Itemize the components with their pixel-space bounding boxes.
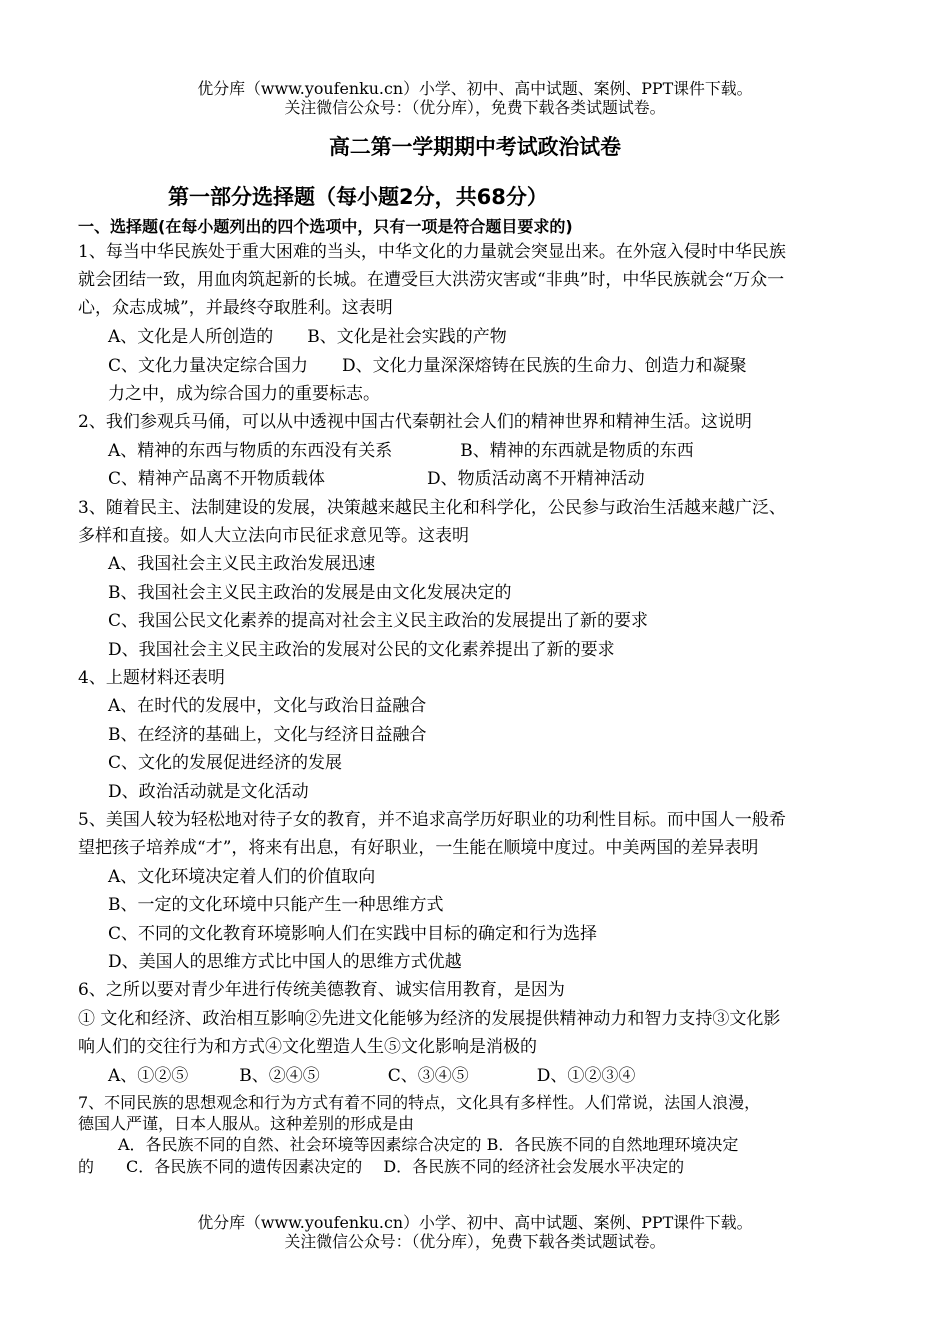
answer-option: 力之中，成为综合国力的重要标志。 bbox=[108, 384, 380, 404]
answer-option: A、在时代的发展中，文化与政治日益融合 bbox=[108, 696, 427, 716]
answer-option: C、文化力量决定综合国力 D、文化力量深深熔铸在民族的生命力、创造力和凝聚 bbox=[108, 356, 747, 376]
answer-option: D、我国社会主义民主政治的发展对公民的文化素养提出了新的要求 bbox=[108, 640, 615, 660]
page-header-line-1: 优分库（www.youfenku.cn）小学、初中、高中试题、案例、PPT课件下载。 bbox=[197, 79, 753, 98]
answer-option: B、在经济的基础上，文化与经济日益融合 bbox=[108, 725, 427, 745]
answer-option: A、文化环境决定着人们的价值取向 bbox=[108, 867, 376, 887]
answer-option: C、精神产品离不开物质载体 D、物质活动离不开精神活动 bbox=[108, 469, 645, 489]
answer-option: A、精神的东西与物质的东西没有关系 B、精神的东西就是物质的东西 bbox=[108, 441, 694, 461]
question-text: 心，众志成城”，并最终夺取胜利。这表明 bbox=[78, 298, 393, 318]
page-header-line-2: 关注微信公众号：（优分库），免费下载各类试题试卷。 bbox=[284, 98, 666, 117]
answer-option: B、一定的文化环境中只能产生一种思维方式 bbox=[108, 895, 444, 915]
page-footer-line-1: 优分库（www.youfenku.cn）小学、初中、高中试题、案例、PPT课件下载。 bbox=[197, 1213, 753, 1232]
question-text: 3、随着民主、法制建设的发展，决策越来越民主化和科学化，公民参与政治生活越来越广泛、 bbox=[78, 498, 786, 518]
answer-option: A、文化是人所创造的 B、文化是社会实践的产物 bbox=[108, 327, 507, 347]
answer-option: A．各民族不同的自然、社会环境等因素综合决定的 B．各民族不同的自然地理环境决定 bbox=[118, 1135, 739, 1154]
section-title: 一、选择题(在每小题列出的四个选项中，只有一项是符合题目要求的) bbox=[78, 217, 573, 236]
question-text: 德国人严谨，日本人服从。这种差别的形成是由 bbox=[78, 1114, 415, 1133]
question-text: 1、每当中华民族处于重大困难的当头，中华文化的力量就会突显出来。在外寇入侵时中华民族 bbox=[78, 242, 786, 262]
question-text: ① 文化和经济、政治相互影响②先进文化能够为经济的发展提供精神动力和智力支持③文化影 bbox=[78, 1009, 781, 1029]
page-footer-line-2: 关注微信公众号：（优分库），免费下载各类试题试卷。 bbox=[284, 1232, 666, 1251]
question-text: 望把孩子培养成“才”，将来有出息，有好职业，一生能在顺境中度过。中美两国的差异表明 bbox=[78, 838, 759, 858]
question-text: 就会团结一致，用血肉筑起新的长城。在遭受巨大洪涝灾害或“非典”时，中华民族就会“万众一 bbox=[78, 270, 785, 290]
answer-option: D、美国人的思维方式比中国人的思维方式优越 bbox=[108, 952, 462, 972]
question-text: 4、上题材料还表明 bbox=[78, 668, 225, 688]
question-text: 6、之所以要对青少年进行传统美德教育、诚实信用教育，是因为 bbox=[78, 980, 565, 1000]
part-title: 第一部分选择题（每小题2分，共68分） bbox=[168, 185, 548, 209]
question-text: 多样和直接。如人大立法向市民征求意见等。这表明 bbox=[78, 526, 469, 546]
answer-option: C、不同的文化教育环境影响人们在实践中目标的确定和行为选择 bbox=[108, 924, 598, 944]
answer-option: C、文化的发展促进经济的发展 bbox=[108, 753, 343, 773]
question-text: 7、不同民族的思想观念和行为方式有着不同的特点，文化具有多样性。人们常说，法国人浪漫， bbox=[78, 1093, 761, 1112]
answer-option: B、我国社会主义民主政治的发展是由文化发展决定的 bbox=[108, 583, 512, 603]
answer-option: C、我国公民文化素养的提高对社会主义民主政治的发展提出了新的要求 bbox=[108, 611, 649, 631]
question-text: 5、美国人较为轻松地对待子女的教育，并不追求高学历好职业的功利性目标。而中国人一般希 bbox=[78, 810, 786, 830]
question-text: 2、我们参观兵马俑，可以从中透视中国古代秦朝社会人们的精神世界和精神生活。这说明 bbox=[78, 412, 752, 432]
question-text: 响人们的交往行为和方式④文化塑造人生⑤文化影响是消极的 bbox=[78, 1037, 537, 1057]
answer-option: A、①②⑤ B、②④⑤ C、③④⑤ D、①②③④ bbox=[108, 1066, 636, 1086]
answer-option: D、政治活动就是文化活动 bbox=[108, 782, 309, 802]
answer-option: A、我国社会主义民主政治发展迅速 bbox=[108, 554, 376, 574]
answer-option: 的 C．各民族不同的遗传因素决定的 D．各民族不同的经济社会发展水平决定的 bbox=[78, 1157, 685, 1176]
exam-title: 高二第一学期期中考试政治试卷 bbox=[328, 135, 622, 159]
